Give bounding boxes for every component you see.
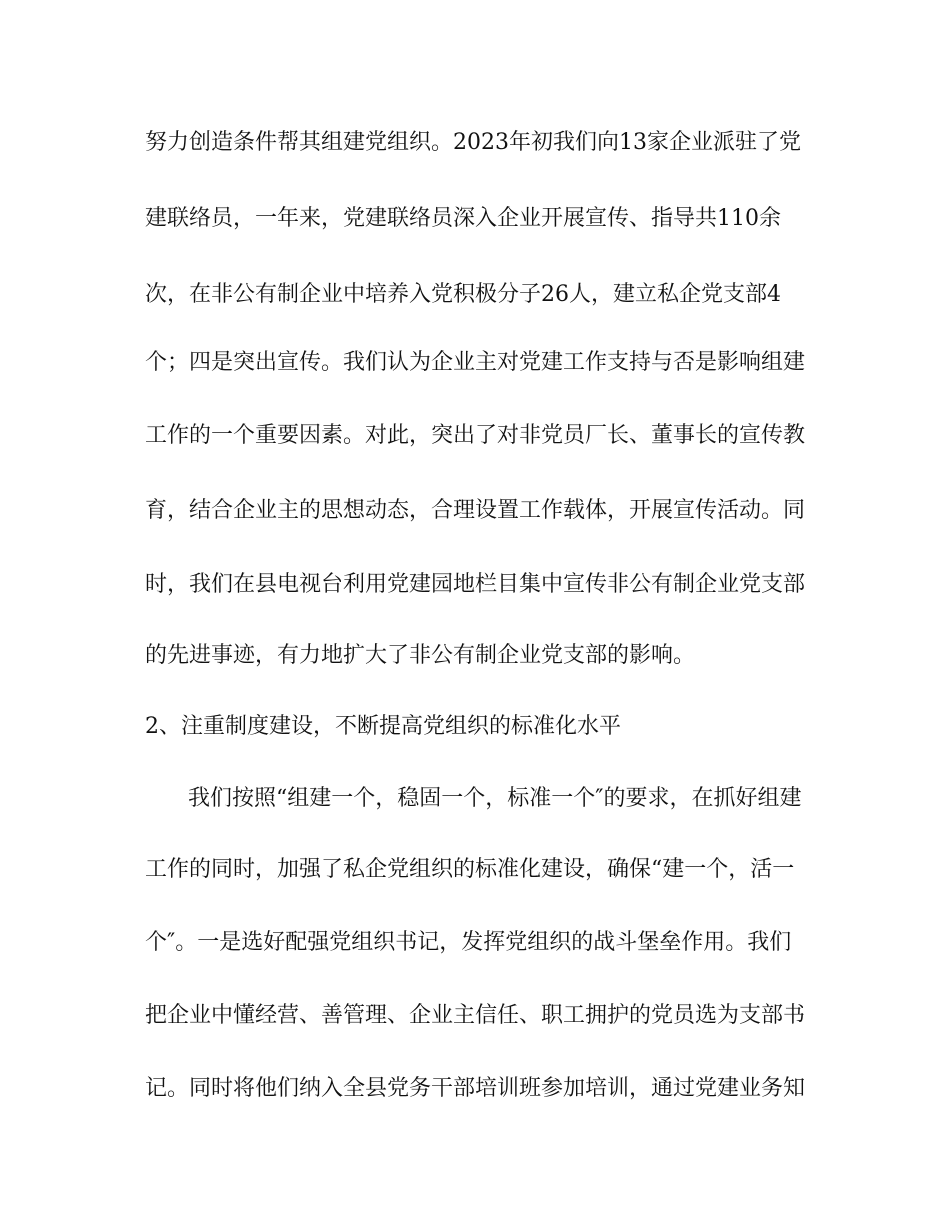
text-line: 我们按照“组建一个，稳固一个，标准一个″的要求，在抓好组建 [188,786,802,811]
text-line: 的先进事迹，有力地扩大了非公有制企业党支部的影响。 [145,643,696,668]
text-line: 个″。一是选好配强党组织书记，发挥党组织的战斗堡垒作用。我们 [145,930,792,955]
text-line: 建联络员，一年来，党建联络员深入企业开展宣传、指导共110余 [145,206,781,231]
text-line: 把企业中懂经营、善管理、企业主信任、职工拥护的党员选为支部书 [145,1003,806,1028]
text-line: 记。同时将他们纳入全县党务干部培训班参加培训，通过党建业务知 [145,1076,806,1101]
text-line: 次，在非公有制企业中培养入党积极分子26人，建立私企党支部4 [145,282,781,307]
text-line: 努力创造条件帮其组建党组织。2023年初我们向13家企业派驻了党 [145,130,801,155]
text-line: 育，结合企业主的思想动态，合理设置工作载体，开展宣传活动。同 [145,498,806,523]
text-line: 工作的一个重要因素。对此，突出了对非党员厂长、董事长的宣传教 [145,423,806,448]
section-heading: 2、注重制度建设，不断提高党组织的标准化水平 [145,714,621,739]
text-line: 工作的同时，加强了私企党组织的标准化建设，确保“建一个，活一 [145,857,795,882]
text-line: 时，我们在县电视台利用党建园地栏目集中宣传非公有制企业党支部 [145,572,806,597]
text-line: 个；四是突出宣传。我们认为企业主对党建工作支持与否是影响组建 [145,350,806,375]
